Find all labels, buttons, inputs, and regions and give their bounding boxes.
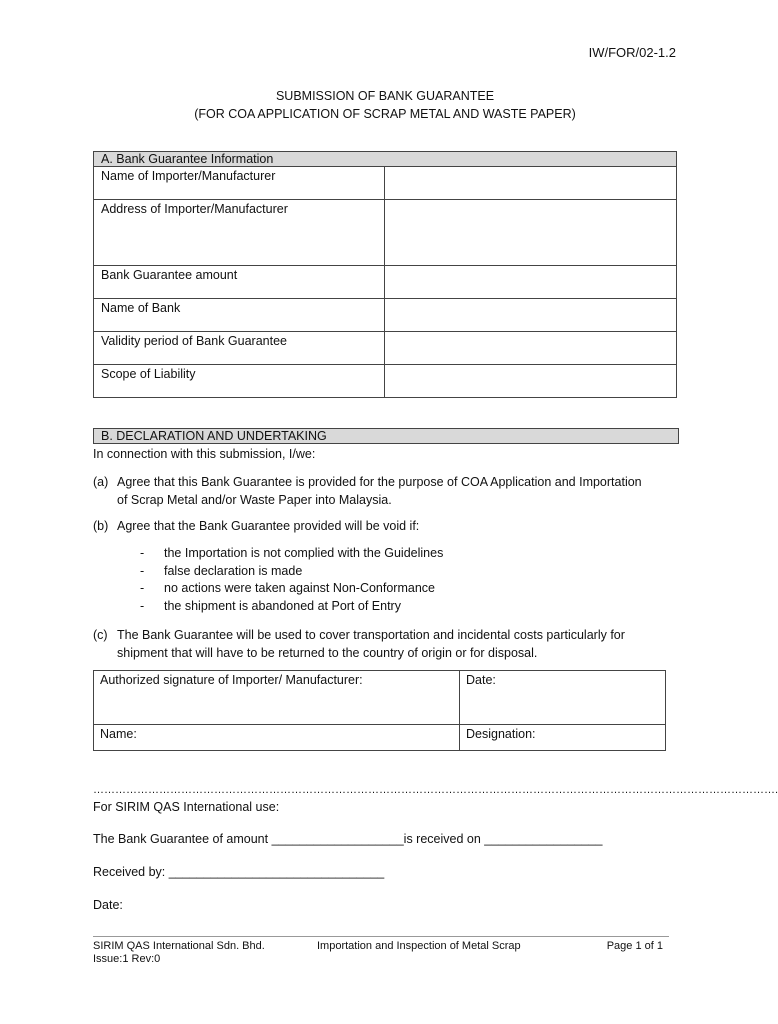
guarantee-amount-field[interactable] [385,266,677,299]
item-b-label: (b) [93,519,109,533]
authorized-signature-field[interactable] [94,671,460,725]
field-label-importer-name: Name of Importer/Manufacturer [94,167,385,200]
bank-name-field[interactable] [385,299,677,332]
declaration-item-a [93,473,642,509]
bank-guarantee-info-table [93,151,677,398]
document-code: IW/FOR/02-1.2 [588,45,676,60]
footer-page-number: Page 1 of 1 [606,940,663,952]
document-title: SUBMISSION OF BANK GUARANTEE [275,89,495,103]
office-use-heading: For SIRIM QAS International use: [93,800,280,814]
item-a-line1: Agree that this Bank Guarantee is provided for the purpose of COA Application and Importation [117,475,642,489]
item-a-line2: of Scrap Metal and/or Waste Paper into Malaysia. [117,493,392,507]
date-field[interactable] [460,671,666,725]
footer-issue: Issue:1 Rev:0 [93,953,161,965]
field-label-guarantee-amount: Bank Guarantee amount [94,266,385,299]
bullet-item: - false declaration is made [140,564,303,578]
field-label-validity-period: Validity period of Bank Guarantee [94,332,385,365]
item-b-line1: Agree that the Bank Guarantee provided will be void if: [117,519,420,533]
declaration-intro: In connection with this submission, I/we: [93,447,316,461]
importer-address-field[interactable] [385,200,677,266]
bullet-item: - the Importation is not complied with the Guidelines [140,546,444,560]
dotted-separator: ……………………………………………………………………………………………………………………………………………………………………. [93,784,778,796]
footer-title: Importation and Inspection of Metal Scrap [317,940,521,952]
name-label: Name: [100,727,137,741]
received-by-line: Received by: _______________________________ [93,865,385,879]
declaration-item-c [93,626,625,662]
designation-label: Designation: [466,727,536,741]
declaration-item-b [93,517,419,535]
item-c-label: (c) [93,628,108,642]
validity-period-field[interactable] [385,332,677,365]
bullet-item: - the shipment is abandoned at Port of Entry [140,599,401,613]
item-c-line1: The Bank Guarantee will be used to cover transportation and incidental costs particularly for [117,628,625,642]
scope-of-liability-field[interactable] [385,365,677,398]
item-a-label: (a) [93,475,109,489]
section-b-heading: B. DECLARATION AND UNDERTAKING [93,428,679,444]
item-c-line2: shipment that will have to be returned to the country of origin or for disposal. [117,646,538,660]
bullet-item: - no actions were taken against Non-Conformance [140,581,435,595]
name-field[interactable] [94,725,460,751]
signature-table [93,670,666,751]
footer-company: SIRIM QAS International Sdn. Bhd. [93,940,265,952]
field-label-importer-address: Address of Importer/Manufacturer [94,200,385,266]
document-subtitle: (FOR COA APPLICATION OF SCRAP METAL AND WASTE PAPER) [194,107,576,121]
footer-divider [93,936,669,937]
authorized-signature-label: Authorized signature of Importer/ Manufacturer: [100,673,363,687]
importer-name-field[interactable] [385,167,677,200]
received-amount-line: The Bank Guarantee of amount ___________________is received on _________________ [93,832,603,846]
office-date-line: Date: [93,898,123,912]
date-label: Date: [466,673,496,687]
designation-field[interactable] [460,725,666,751]
section-a-heading: A. Bank Guarantee Information [94,152,677,167]
field-label-scope-of-liability: Scope of Liability [94,365,385,398]
field-label-bank-name: Name of Bank [94,299,385,332]
